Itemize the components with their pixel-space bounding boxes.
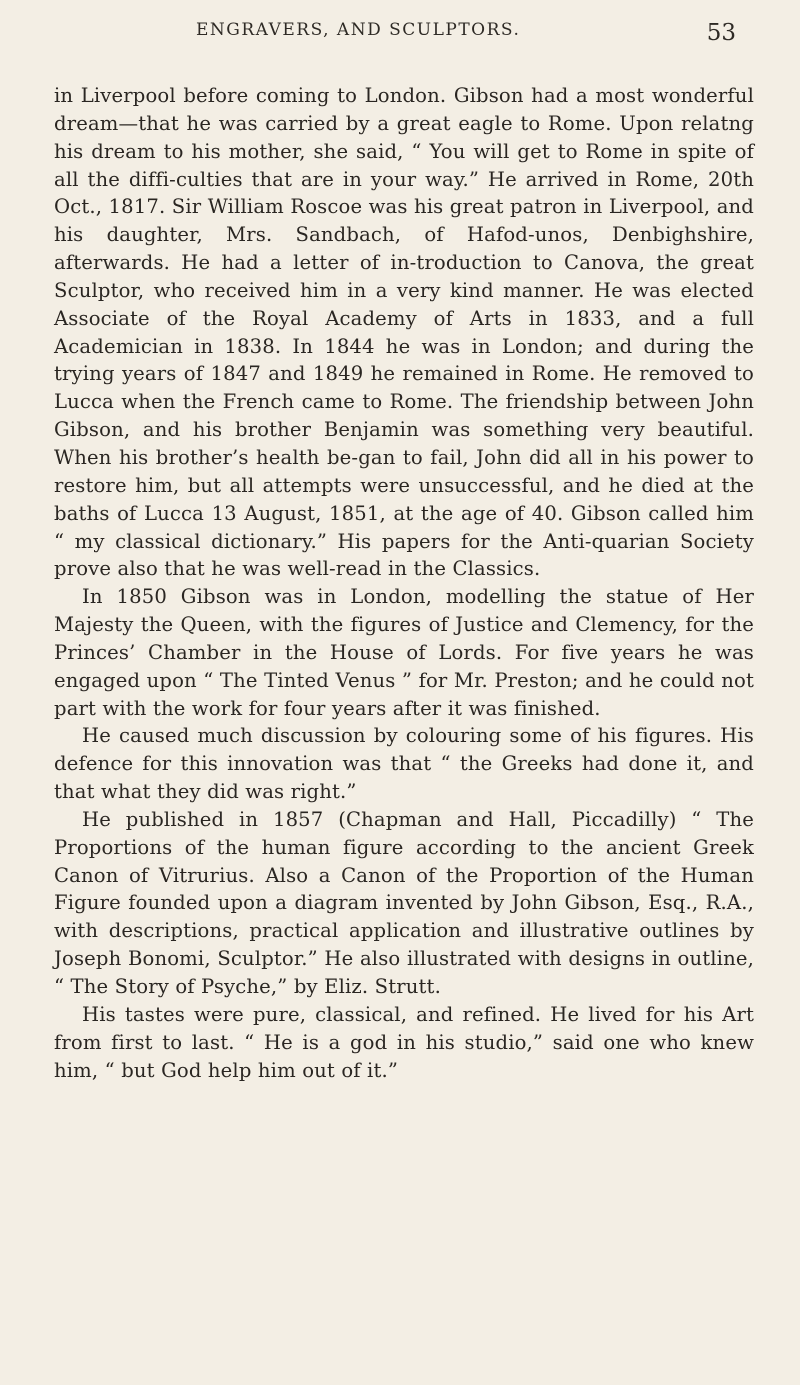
paragraph-publications: He published in 1857 (Chapman and Hall, Piccadilly) “ The Proportions of the human figure according to the ancient Greek Canon of Vitrurius. Also a Canon of the Proportion of the Human Figure founded upon a diagram invented by John Gibson, Esq., R.A., with descriptions, practical application and illustrative outlines by Joseph Bonomi, Sculptor.” He also illustrated with designs in outline, “ The Story of Psyche,” by Eliz. Strutt. [54, 807, 754, 998]
paragraph-tastes: His tastes were pure, classical, and refined. He lived for his Art from first to last. “ He is a god in his studio,” said one who knew him, “ but God help him out of it.” [54, 1002, 754, 1082]
running-head: ENGRAVERS, AND SCULPTORS. [196, 20, 521, 40]
paragraph-colouring: He caused much discussion by colouring some of his figures. His defence for this innovation was that “ the Greeks had done it, and that what they did was right.” [54, 724, 754, 804]
page-body [54, 82, 754, 1084]
paragraph-queen-statue: In 1850 Gibson was in London, modelling the statue of Her Majesty the Queen, with the figures of Justice and Clemency, for the Princes’ Chamber in the House of Lords. For five years he was engaged upon “ The Tinted Venus ” for Mr. Preston; and he could not part with the work for four years after it was finished. [54, 585, 754, 720]
paragraph-gibson-rome: in Liverpool before coming to London. Gibson had a most wonderful dream—that he was carried by a great eagle to Rome. Upon relatng his dream to his mother, she said, “ You will get to Rome in spite of all the diffi-culties that are in your way.” He arrived in Rome, 20th Oct., 1817. Sir William Roscoe was his great patron in Liverpool, and his daughter, Mrs. Sandbach, of Hafod-unos, Denbighshire, afterwards. He had a letter of in-troduction to Canova, the great Sculptor, who received him in a very kind manner. He was elected Associate of the Royal Academy of Arts in 1833, and a full Academician in 1838. In 1844 he was in London; and during the trying years of 1847 and 1849 he remained in Rome. He removed to Lucca when the French came to Rome. The friendship between John Gibson, and his brother Benjamin was something very beautiful. When his brother’s health be-gan to fail, John did all in his power to restore him, but all attempts were unsuccessful, and he died at the baths of Lucca 13 August, 1851, at the age of 40. Gibson called him “ my classical dictionary.” His papers for the Anti-quarian Society prove also that he was well-read in the Classics. [54, 84, 754, 581]
page-number: 53 [706, 20, 736, 46]
